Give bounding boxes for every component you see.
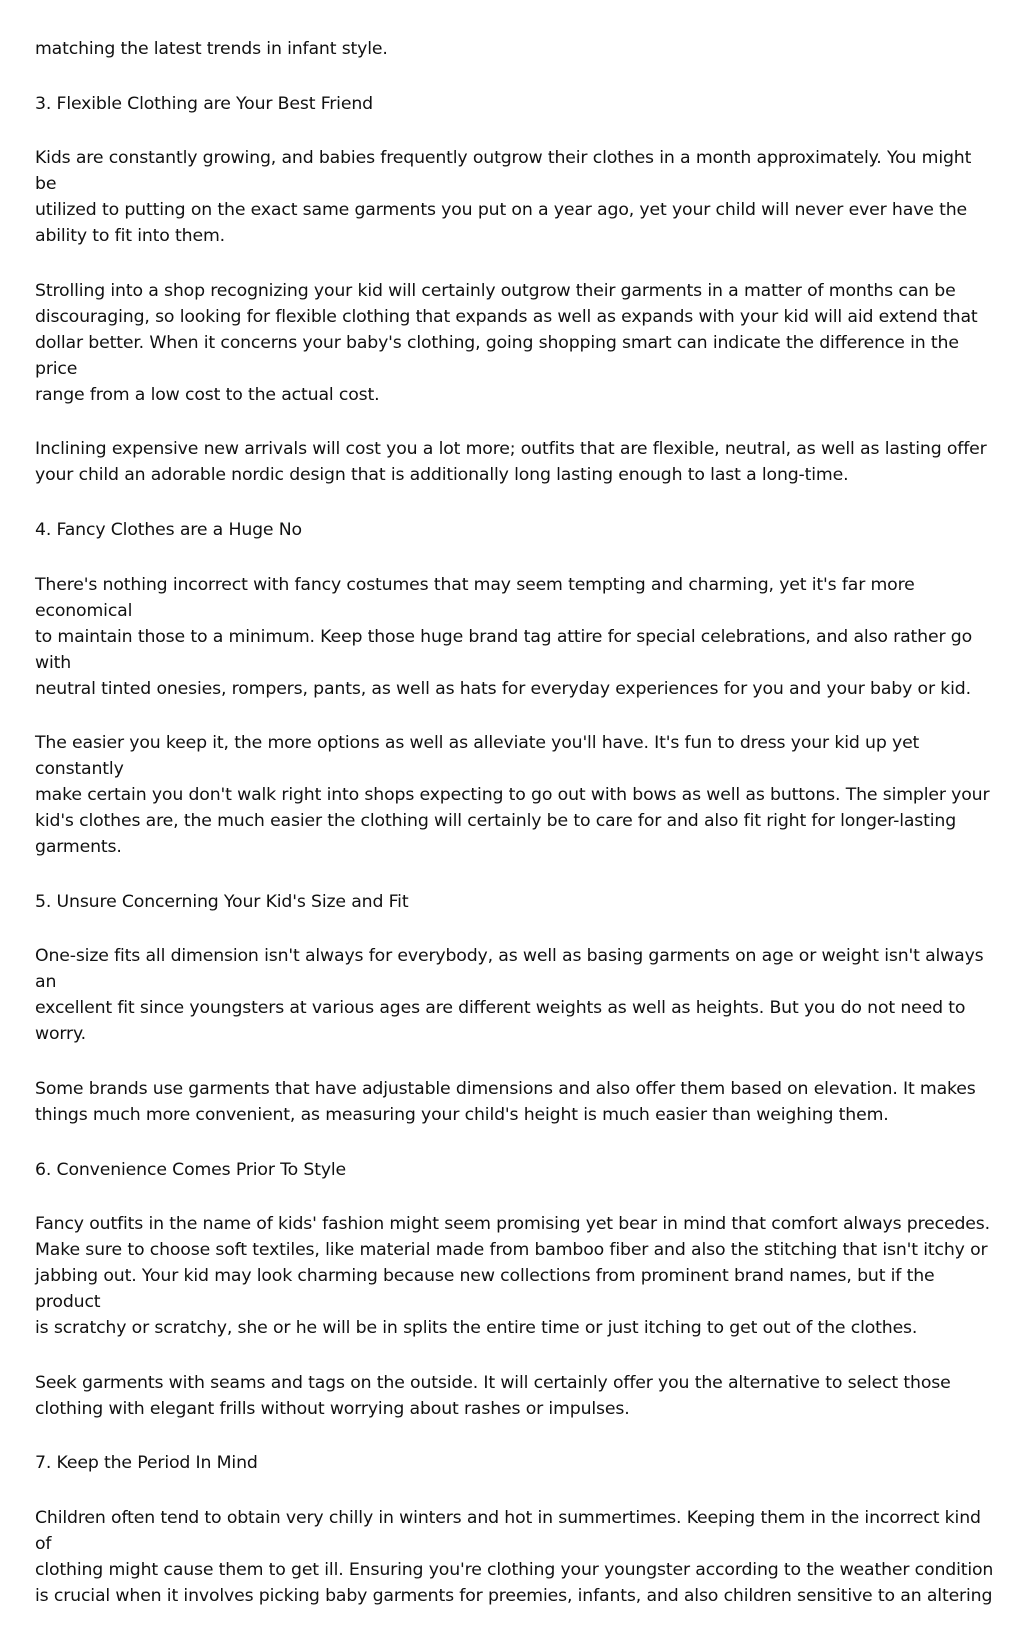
text-line: is crucial when it involves picking baby garments for preemies, infants, and also children sensitive to an altering — [35, 1585, 993, 1606]
paragraph — [35, 1211, 995, 1341]
text-line: garments. — [35, 837, 122, 858]
paragraph — [35, 1370, 995, 1422]
text-line: kid's clothes are, the much easier the clothing will certainly be to care for and also fit right for longer-lasting — [35, 811, 957, 832]
paragraph — [35, 1505, 995, 1609]
text-line: matching the latest trends in infant style. — [35, 39, 388, 59]
section-heading — [35, 889, 995, 915]
heading-text: 6. Convenience Comes Prior To Style — [35, 1159, 347, 1180]
text-line: make certain you don't walk right into shops expecting to go out with bows as well as buttons. The simpler your — [35, 785, 990, 806]
text-line: to maintain those to a minimum. Keep those huge brand tag attire for special celebrations, and also rather go with — [35, 626, 972, 673]
paragraph — [35, 943, 995, 1047]
text-line: Strolling into a shop recognizing your kid will certainly outgrow their garments in a matter of months can be — [35, 280, 956, 301]
text-line: utilized to putting on the exact same garments you put on a year ago, yet your child will never ever have the — [35, 200, 967, 221]
text-line: There's nothing incorrect with fancy costumes that may seem tempting and charming, yet it's far more economical — [35, 574, 915, 621]
text-line: Some brands use garments that have adjustable dimensions and also offer them based on elevation. It makes — [35, 1078, 976, 1099]
text-line: clothing with elegant frills without worrying about rashes or impulses. — [35, 1398, 630, 1419]
heading-text: 4. Fancy Clothes are a Huge No — [35, 519, 302, 540]
section-heading — [35, 1450, 995, 1476]
paragraph — [35, 36, 995, 62]
text-line: jabbing out. Your kid may look charming because new collections from prominent brand names, but if the product — [35, 1266, 935, 1313]
text-line: Children often tend to obtain very chilly in winters and hot in summertimes. Keeping them in the incorrect kind of — [35, 1507, 981, 1554]
paragraph — [35, 436, 995, 488]
heading-text: 7. Keep the Period In Mind — [35, 1453, 258, 1474]
paragraph — [35, 145, 995, 249]
text-line: is scratchy or scratchy, she or he will be in splits the entire time or just itching to get out of the clothes. — [35, 1318, 918, 1339]
section-heading — [35, 517, 995, 543]
heading-text: 5. Unsure Concerning Your Kid's Size and Fit — [35, 891, 409, 912]
text-line: neutral tinted onesies, rompers, pants, as well as hats for everyday experiences for you and your baby or kid. — [35, 678, 971, 699]
text-line: your child an adorable nordic design that is additionally long lasting enough to last a long-time. — [35, 465, 849, 486]
text-line: One-size fits all dimension isn't always for everybody, as well as basing garments on age or weight isn't always an — [35, 946, 984, 993]
paragraph — [35, 278, 995, 408]
text-line: excellent fit since youngsters at various ages are different weights as well as heights. But you do not need to — [35, 998, 966, 1019]
text-line: discouraging, so looking for flexible clothing that expands as well as expands with your kid will aid extend that — [35, 306, 978, 327]
text-line: Make sure to choose soft textiles, like material made from bamboo fiber and also the stitching that isn't itchy or — [35, 1240, 988, 1261]
text-line: The easier you keep it, the more options as well as alleviate you'll have. It's fun to dress your kid up yet constantly — [35, 733, 920, 780]
text-line: Kids are constantly growing, and babies frequently outgrow their clothes in a month approximately. You might be — [35, 148, 972, 195]
paragraph — [35, 730, 995, 860]
text-line: Fancy outfits in the name of kids' fashion might seem promising yet bear in mind that comfort always precedes. — [35, 1214, 990, 1235]
text-line: worry. — [35, 1024, 86, 1045]
text-line: Inclining expensive new arrivals will cost you a lot more; outfits that are flexible, neutral, as well as lasting offer — [35, 439, 987, 460]
heading-text: 3. Flexible Clothing are Your Best Friend — [35, 93, 373, 114]
document-page — [35, 36, 995, 1638]
text-line: clothing might cause them to get ill. Ensuring you're clothing your youngster according to the weather condition — [35, 1559, 994, 1580]
text-line: things much more convenient, as measuring your child's height is much easier than weighing them. — [35, 1104, 889, 1125]
text-line: range from a low cost to the actual cost. — [35, 384, 380, 405]
paragraph — [35, 572, 995, 702]
text-line: Seek garments with seams and tags on the outside. It will certainly offer you the alternative to select those — [35, 1372, 951, 1393]
section-heading — [35, 91, 995, 117]
text-line: dollar better. When it concerns your baby's clothing, going shopping smart can indicate the difference in the price — [35, 332, 959, 379]
text-line: ability to fit into them. — [35, 226, 225, 247]
paragraph — [35, 1076, 995, 1128]
section-heading — [35, 1157, 995, 1183]
